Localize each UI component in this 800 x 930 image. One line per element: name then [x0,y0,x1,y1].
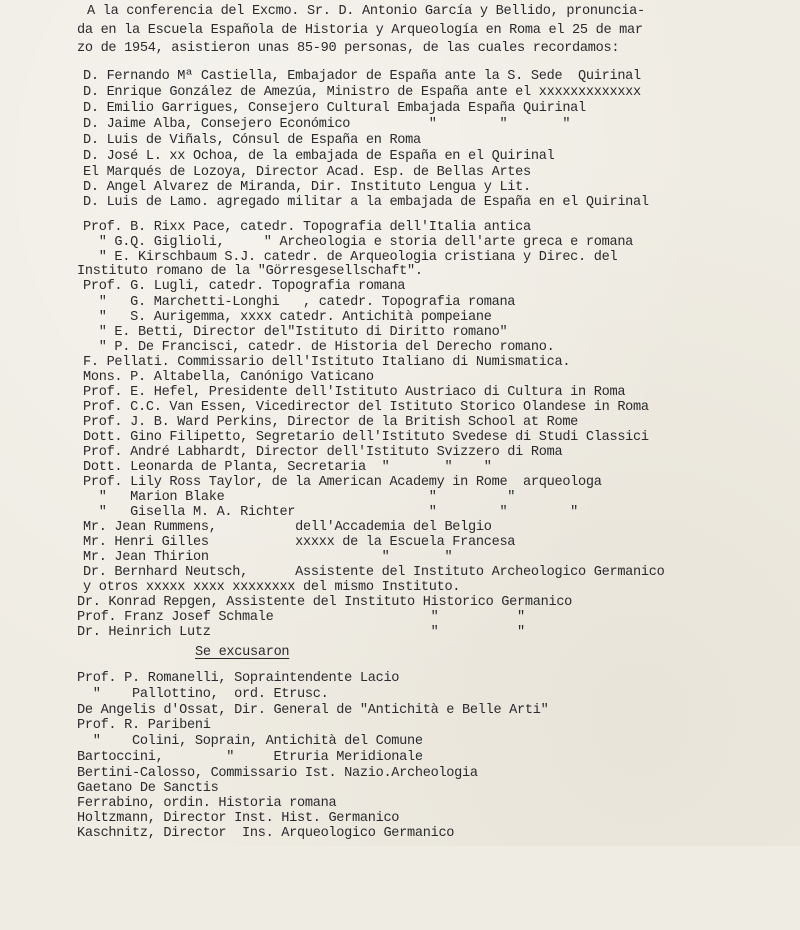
attendee-line: D. Enrique González de Amezúa, Ministro de España ante el xxxxxxxxxxxxx [83,85,641,100]
attendee-line: Mr. Henri Gilles xxxxx de la Escuela Francesa [83,535,516,550]
attendee-line: Prof. C.C. Van Essen, Vicedirector del Istituto Storico Olandese in Roma [83,400,649,415]
excused-line: Bertini-Calosso, Commissario Ist. Nazio.Archeologia [77,766,478,781]
excused-line: Gaetano De Sanctis [77,781,219,796]
attendee-line: D. Luis de Viñals, Cónsul de España en Roma [83,133,421,148]
excused-line: De Angelis d'Ossat, Dir. General de "Antichità e Belle Arti" [77,703,549,718]
attendee-line: D. Fernando Mª Castiella, Embajador de España ante la S. Sede Quirinal [83,69,641,84]
intro-line: zo de 1954, asistieron unas 85-90 personas, de las cuales recordamos: [77,41,620,56]
attendee-line: Mr. Jean Thirion " " [83,550,453,565]
attendee-line: Prof. J. B. Ward Perkins, Director de la British School at Rome [83,415,579,430]
excused-line: " Pallottino, ord. Etrusc. [77,687,329,702]
excused-line: Prof. R. Paribeni [77,718,211,733]
attendee-line: Dott. Leonarda de Planta, Secretaria " " " [83,460,492,475]
attendee-line: Dr. Heinrich Lutz " " [77,625,525,640]
attendee-line: D. Emilio Garrigues, Consejero Cultural Embajada España Quirinal [83,101,586,116]
attendee-line: Dr. Bernhard Neutsch, Assistente del Instituto Archeologico Germanico [83,565,665,580]
attendee-line: " E. Betti, Director del"Istituto di Diritto romano" [83,325,508,340]
attendee-line: D. José L. xx Ochoa, de la embajada de España en el Quirinal [83,149,555,164]
attendee-line: Prof. André Labhardt, Director dell'Istituto Svizzero di Roma [83,445,563,460]
attendee-line: Mons. P. Altabella, Canónigo Vaticano [83,370,374,385]
attendee-line: " Gisella M. A. Richter " " " [83,505,579,520]
attendee-line: Prof. B. Rixx Pace, catedr. Topografia dell'Italia antica [83,220,531,235]
attendee-line: " Marion Blake " " [83,490,516,505]
attendee-line: Instituto romano de la "Görresgesellschaft". [77,264,423,279]
attendee-line: Dr. Konrad Repgen, Assistente del Instituto Historico Germanico [77,595,573,610]
attendee-line: " G.Q. Giglioli, " Archeologia e storia dell'arte greca e romana [83,235,634,250]
excused-line: Bartoccini, " Etruria Meridionale [77,750,423,765]
attendee-line: Mr. Jean Rummens, dell'Accademia del Belgio [83,520,492,535]
attendee-line: y otros xxxxx xxxx xxxxxxxx del mismo Instituto. [83,580,461,595]
intro-line: da en la Escuela Española de Historia y Arqueología en Roma el 25 de mar [77,23,643,38]
attendee-line: D. Luis de Lamo. agregado militar a la embajada de España en el Quirinal [83,195,649,210]
attendee-line: D. Jaime Alba, Consejero Económico " " " [83,117,571,132]
attendee-line: " P. De Francisci, catedr. de Historia del Derecho romano. [83,340,555,355]
excused-line: Kaschnitz, Director Ins. Arqueologico Germanico [77,826,455,841]
excused-line: Holtzmann, Director Inst. Hist. Germanico [77,811,400,826]
attendee-line: El Marqués de Lozoya, Director Acad. Esp. de Bellas Artes [83,165,531,180]
attendee-line: Prof. G. Lugli, catedr. Topografia romana [83,279,406,294]
attendee-line: Dott. Gino Filipetto, Segretario dell'Istituto Svedese di Studi Classici [83,430,649,445]
attendee-line: " S. Aurigemma, xxxx catedr. Antichità pompeiane [83,310,492,325]
attendee-line: Prof. E. Hefel, Presidente dell'Istituto Austriaco di Cultura in Roma [83,385,626,400]
intro-line: A la conferencia del Excmo. Sr. D. Antonio García y Bellido, pronuncia- [87,4,645,19]
excused-line: Ferrabino, ordin. Historia romana [77,796,337,811]
attendee-line: Prof. Franz Josef Schmale " " [77,610,525,625]
excused-line: Prof. P. Romanelli, Sopraintendente Lacio [77,671,400,686]
excused-line: " Colini, Soprain, Antichità del Comune [77,734,423,749]
attendee-line: " E. Kirschbaum S.J. catedr. de Arqueologia cristiana y Direc. del [83,250,618,265]
attendee-line: " G. Marchetti-Longhi , catedr. Topografia romana [83,295,516,310]
excused-heading: Se excusaron [195,645,290,660]
attendee-line: F. Pellati. Commissario dell'Istituto Italiano di Numismatica. [83,355,571,370]
attendee-line: D. Angel Alvarez de Miranda, Dir. Instituto Lengua y Lit. [83,180,531,195]
attendee-line: Prof. Lily Ross Taylor, de la American Academy in Rome arqueologa [83,475,602,490]
